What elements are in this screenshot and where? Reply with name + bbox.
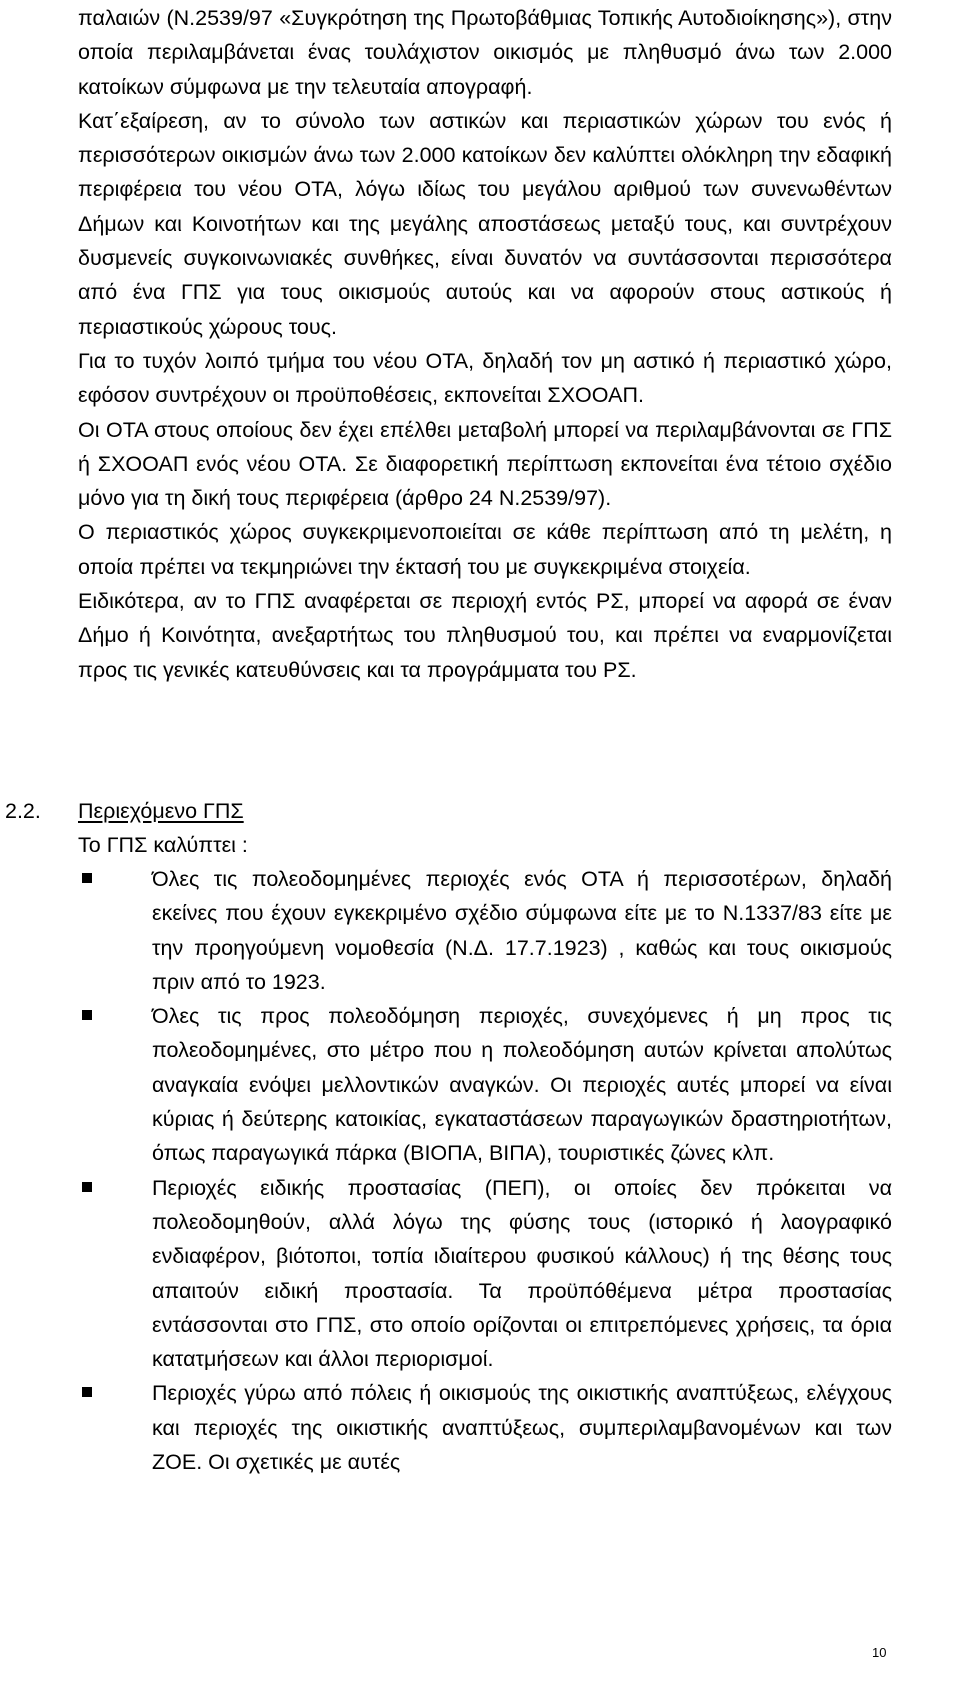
paragraph: Κατ΄εξαίρεση, αν το σύνολο των αστικών και περιαστικών χώρων του ενός ή περισσότερων οικισμών άνω των 2.000 κατοίκων δεν καλύπτει ολόκληρη την εδαφική περιφέρεια του νέου ΟΤΑ, λόγω ιδίως του μεγάλου αριθμού των συνενωθέντων Δήμων και Κοινοτήτων και της μεγάλης αποστάσεως μεταξύ τους, και συντρέχουν δυσμενείς συγκοινωνιακές συνθήκες, είναι δυνατόν να συντάσσονται περισσότερα από ένα ΓΠΣ για τους οικισμούς αυτούς και να αφορούν στους αστικούς ή περιαστικούς χώρους τους.	[78, 108, 892, 339]
paragraph: παλαιών (Ν.2539/97 «Συγκρότηση της Πρωτοβάθμιας Τοπικής Αυτοδιοίκησης»), στην οποία περιλαμβάνεται ένας τουλάχιστον οικισμός με πληθυσμό άνω των 2.000 κατοίκων σύμφωνα με την τελευταία απογραφή.	[78, 6, 892, 99]
square-bullet-icon	[82, 1182, 92, 1192]
list-item-text: Όλες τις προς πολεοδόμηση περιοχές, συνεχόμενες ή μη προς τις πολεοδομημένες, στο μέτρο που η πολεοδόμηση αυτών κρίνεται απολύτως αναγκαία ενόψει μελλοντικών αναγκών. Οι περιοχές αυτές μπορεί να είναι κύριας ή δεύτερης κατοικίας, εγκαταστάσεων παραγωγικών δραστηριοτήτων, όπως παραγωγικά πάρκα (ΒΙΟΠΑ, ΒΙΠΑ), τουριστικές ζώνες κλπ.	[152, 1004, 892, 1166]
paragraph: Ο περιαστικός χώρος συγκεκριμενοποιείται σε κάθε περίπτωση από τη μελέτη, η οποία πρέπει να τεκμηριώνει την έκτασή του με συγκεκριμένα στοιχεία.	[78, 520, 892, 579]
paragraph: Για το τυχόν λοιπό τμήμα του νέου ΟΤΑ, δηλαδή τον μη αστικό ή περιαστικό χώρο, εφόσον συντρέχουν οι προϋποθέσεις, εκπονείται ΣΧΟΟΑΠ.	[78, 348, 892, 408]
list-item	[78, 1171, 892, 1377]
bullet-list	[78, 862, 892, 1479]
square-bullet-icon	[82, 1387, 92, 1397]
section-intro: Το ΓΠΣ καλύπτει :	[78, 833, 248, 857]
section-title: Περιεχόμενο ΓΠΣ	[78, 799, 244, 823]
body-text	[78, 1, 892, 687]
section-number: 2.2.	[5, 799, 41, 823]
list-item-text: Περιοχές ειδικής προστασίας (ΠΕΠ), οι οποίες δεν πρόκειται να πολεοδομηθούν, αλλά λόγω της φύσης τους (ιστορικό ή λαογραφικό ενδιαφέρον, βιότοποι, τοπία ιδιαίτερου φυσικού κάλλους) ή της θέσης τους απαιτούν ειδική προστασία. Τα προϋπóθέμενα μέτρα προστασίας εντάσσονται στο ΓΠΣ, στο οποίο ορίζονται οι επιτρεπόμενες χρήσεις, τα όρια κατατμήσεων και άλλοι περιορισμοί.	[152, 1175, 892, 1372]
paragraph: Ειδικότερα, αν το ΓΠΣ αναφέρεται σε περιοχή εντός ΡΣ, μπορεί να αφορά σε έναν Δήμο ή Κοινότητα, ανεξαρτήτως του πληθυσμού του, και πρέπει να εναρμονίζεται προς τις γενικές κατευθύνσεις και τα προγράμματα του ΡΣ.	[78, 589, 892, 682]
list-item	[78, 999, 892, 1170]
square-bullet-icon	[82, 873, 92, 883]
page-number: 10	[872, 1645, 887, 1660]
square-bullet-icon	[82, 1010, 92, 1020]
list-item-text: Όλες τις πολεοδομημένες περιοχές ενός ΟΤΑ ή περισσοτέρων, δηλαδή εκείνες που έχουν εγκεκριμένο σχέδιο σύμφωνα είτε με το Ν.1337/83 είτε με την προηγούμενη νομοθεσία (Ν.Δ. 17.7.1923) , καθώς και τους οικισμούς πριν από το 1923.	[152, 867, 892, 994]
list-item	[78, 862, 892, 999]
list-item-text: Περιοχές γύρω από πόλεις ή οικισμούς της οικιστικής αναπτύξεως, ελέγχους και περιοχές της οικιστικής αναπτύξεως, συμπεριλαμβανομένων και των ΖΟΕ. Οι σχετικές με αυτές	[152, 1381, 892, 1475]
paragraph: Οι ΟΤΑ στους οποίους δεν έχει επέλθει μεταβολή μπορεί να περιλαμβάνονται σε ΓΠΣ ή ΣΧΟΟΑΠ ενός νέου ΟΤΑ. Σε διαφορετική περίπτωση εκπονείται ένα τέτοιο σχέδιο μόνο για τη δική τους περιφέρεια (άρθρο 24 Ν.2539/97).	[78, 417, 892, 511]
list-item	[78, 1376, 892, 1479]
